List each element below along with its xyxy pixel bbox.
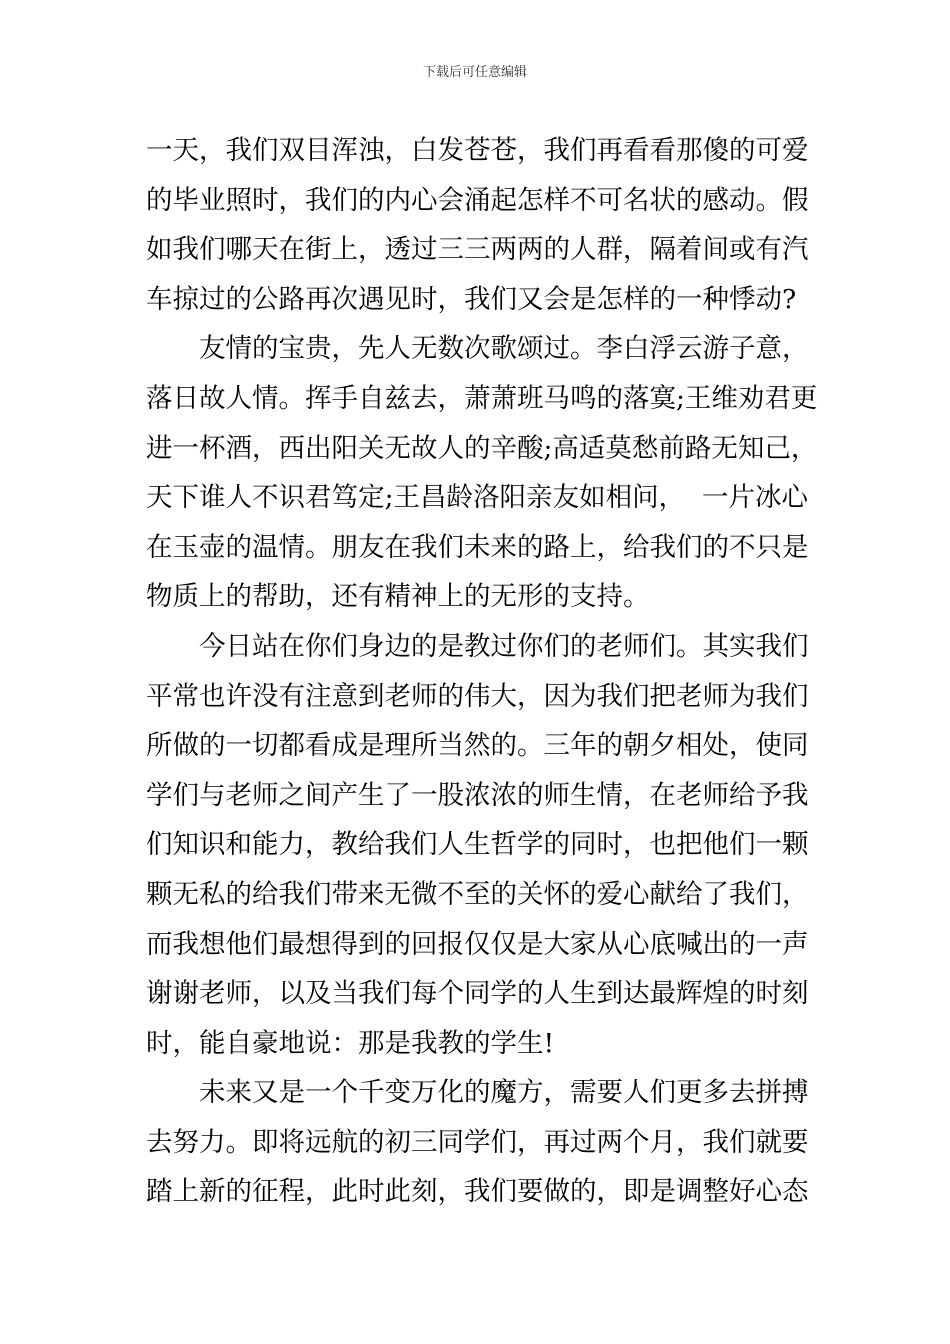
- text-line: 今日站在你们身边的是教过你们的老师们。其实我们: [199, 630, 809, 662]
- text-line: 平常也许没有注意到老师的伟大，因为我们把老师为我们: [146, 680, 809, 712]
- page-header: 下载后可任意编辑: [422, 65, 527, 80]
- text-line: 进一杯酒，西出阳关无故人的辛酸;高适莫愁前路无知己，: [146, 432, 818, 464]
- text-line: 而我想他们最想得到的回报仅仅是大家从心底喊出的一声: [146, 928, 809, 960]
- document-body: [146, 126, 818, 1217]
- text-line: 踏上新的征程，此时此刻，我们要做的，即是调整好心态: [146, 1176, 809, 1208]
- text-line: 天下谁人不识君笃定;王昌龄洛阳亲友如相问， 一片冰心: [146, 482, 808, 514]
- text-line: 车掠过的公路再次遇见时，我们又会是怎样的一种悸动?: [146, 283, 797, 315]
- text-line: 在玉壶的温情。朋友在我们未来的路上，给我们的不只是: [146, 531, 809, 563]
- text-line: 如我们哪天在街上，透过三三两两的人群，隔着间或有汽: [146, 234, 809, 266]
- text-line: 学们与老师之间产生了一股浓浓的师生情，在老师给予我: [146, 779, 809, 811]
- text-line: 一天，我们双目浑浊，白发苍苍，我们再看看那傻的可爱: [146, 135, 809, 166]
- text-line: 友情的宝贵，先人无数次歌颂过。李白浮云游子意，: [199, 333, 809, 365]
- text-line: 谢谢老师，以及当我们每个同学的人生到达最辉煌的时刻: [146, 978, 809, 1010]
- text-line: 去努力。即将远航的初三同学们，再过两个月，我们就要: [146, 1126, 809, 1158]
- text-line: 未来又是一个千变万化的魔方，需要人们更多去拼搏: [199, 1077, 809, 1109]
- text-line: 时，能自豪地说：那是我教的学生!: [146, 1027, 555, 1059]
- text-line: 颗无私的给我们带来无微不至的关怀的爱心献给了我们，: [146, 878, 809, 910]
- text-line: 的毕业照时，我们的内心会涌起怎样不可名状的感动。假: [146, 184, 809, 216]
- text-line: 所做的一切都看成是理所当然的。三年的朝夕相处，使同: [146, 730, 809, 762]
- text-line: 落日故人情。挥手自兹去，萧萧班马鸣的落寞;王维劝君更: [146, 382, 818, 414]
- text-line: 物质上的帮助，还有精神上的无形的支持。: [146, 581, 650, 613]
- text-line: 们知识和能力，教给我们人生哲学的同时，也把他们一颗: [146, 829, 809, 861]
